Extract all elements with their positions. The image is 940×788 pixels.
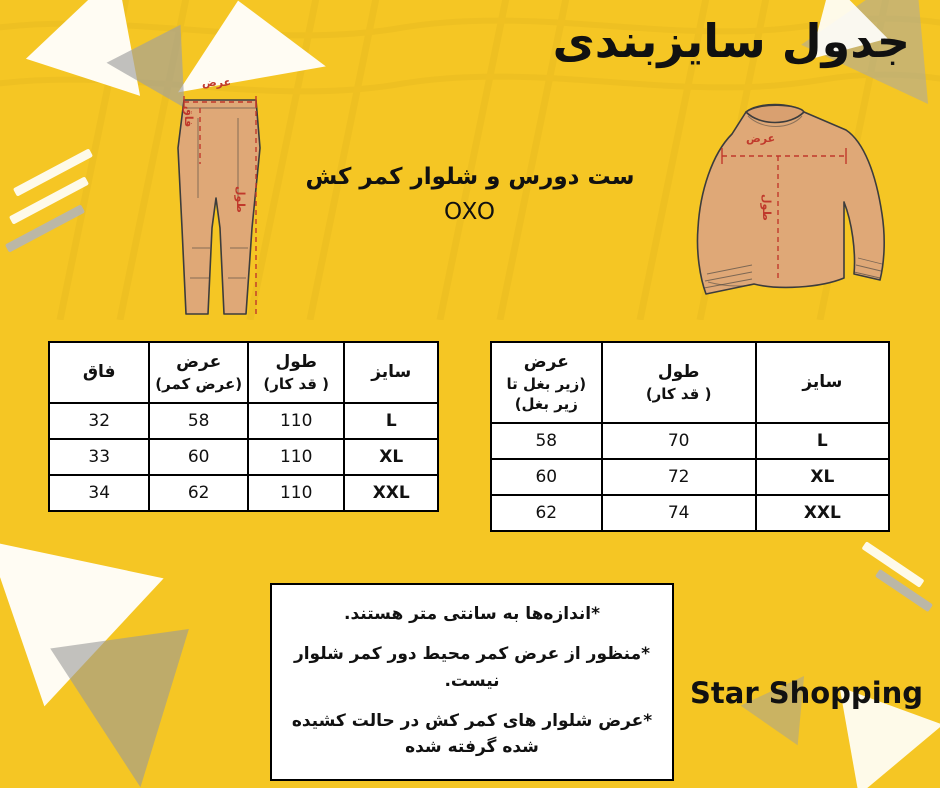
- top-header-size: سایز: [756, 342, 889, 423]
- table-row: [491, 495, 889, 531]
- notes-box: [270, 583, 674, 781]
- cell-width: 62: [149, 475, 248, 511]
- table-row: [49, 475, 438, 511]
- cell-length: 110: [248, 439, 345, 475]
- cell-width: 58: [149, 403, 248, 439]
- table-header-row: [49, 342, 438, 403]
- sweater-illustration: [650, 82, 900, 332]
- page-title: جدول سایزبندی: [552, 14, 910, 68]
- cell-size: L: [756, 423, 889, 459]
- cell-width: 60: [149, 439, 248, 475]
- top-header-length: طول ( قد کار): [602, 342, 756, 423]
- cell-length: 110: [248, 403, 345, 439]
- pants-size-table: [48, 341, 439, 512]
- note-item: *عرض شلوار های کمر کش در حالت کشیده شده گرفته شده: [291, 711, 653, 758]
- brand-name: Star Shopping: [690, 676, 924, 710]
- cell-width: 58: [491, 423, 602, 459]
- pants-drawing: [140, 78, 300, 328]
- cell-size: XXL: [756, 495, 889, 531]
- product-code: OXO: [443, 198, 497, 225]
- cell-size: XL: [756, 459, 889, 495]
- table-row: [491, 459, 889, 495]
- table-row: [49, 439, 438, 475]
- table-row: [491, 423, 889, 459]
- note-item: *منظور از عرض کمر محیط دور کمر شلوار نیست.: [293, 644, 651, 691]
- table-header-row: [491, 342, 889, 423]
- cell-rise: 34: [49, 475, 149, 511]
- triangle-decor: [0, 541, 164, 725]
- cell-width: 62: [491, 495, 602, 531]
- cell-length: 74: [602, 495, 756, 531]
- pants-length-label: طول: [234, 186, 247, 213]
- triangle-decor: [50, 629, 210, 788]
- cell-length: 110: [248, 475, 345, 511]
- pants-illustration: [140, 78, 300, 328]
- cell-size: L: [344, 403, 438, 439]
- pants-rise-label: فاق: [182, 106, 195, 128]
- sweater-drawing: [650, 82, 900, 332]
- table-row: [49, 403, 438, 439]
- note-item: *اندازه‌ها به سانتی متر هستند.: [343, 604, 600, 624]
- pants-header-length: طول ( قد کار): [248, 342, 345, 403]
- cell-width: 60: [491, 459, 602, 495]
- cell-size: XXL: [344, 475, 438, 511]
- cell-length: 70: [602, 423, 756, 459]
- cell-size: XL: [344, 439, 438, 475]
- cell-rise: 32: [49, 403, 149, 439]
- stripe-decor: [875, 569, 933, 612]
- sweater-length-label: طول: [760, 194, 773, 221]
- pants-header-width: عرض (عرض کمر): [149, 342, 248, 403]
- sweater-width-label: عرض: [746, 132, 776, 145]
- cell-rise: 33: [49, 439, 149, 475]
- pants-header-size: سایز: [344, 342, 438, 403]
- stripe-decor: [861, 541, 924, 588]
- top-header-width: عرض (زیر بغل تا زیر بغل): [491, 342, 602, 423]
- top-size-table: [490, 341, 890, 532]
- product-name: ست دورس و شلوار کمر کش: [305, 164, 635, 190]
- pants-width-label: عرض: [202, 76, 232, 89]
- cell-length: 72: [602, 459, 756, 495]
- pants-header-rise: فاق: [49, 342, 149, 403]
